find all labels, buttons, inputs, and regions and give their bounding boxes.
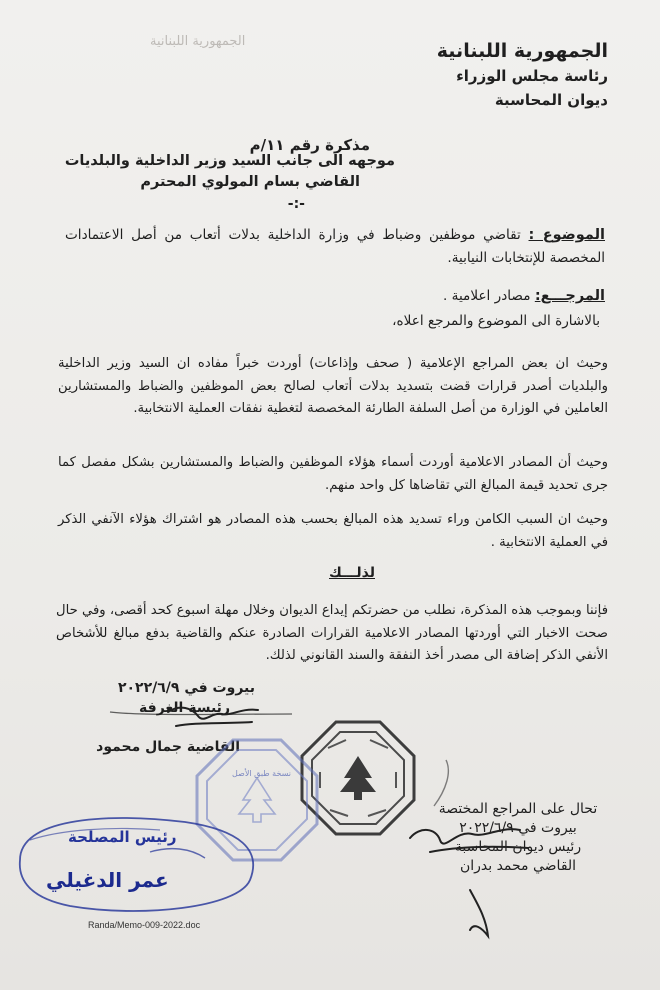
subject-label: الموضوع : — [528, 227, 605, 243]
cedar-icon — [340, 756, 376, 800]
referral-line1: تحال على المراجع المختصة — [438, 801, 598, 817]
memo-number: مذكرة رقم ١١/م — [249, 136, 370, 154]
footer-filename: Randa/Memo-009-2022.doc — [88, 920, 201, 930]
referral-line2: بيروت في ٢٠٢٢/٦/٩ — [459, 820, 577, 836]
referral-line4: القاضي محمد بدران — [459, 858, 577, 874]
reference-label: المرجـــع: — [534, 288, 605, 304]
court-black-seal — [302, 722, 414, 834]
paragraph-1: وحيث ان بعض المراجع الإعلامية ( صحف وإذاعات) أوردت خبراً مفاده ان السيد وزير الداخلية والبلديات أصدر قرارات قضت بتسديد بدلات أتعاب لصالح بعض الموظفين والضباط والمستشارين العاملين في الوزارة من أصل السلفة الطارئة المخصصة لتغطية نفقات العملية الانتخابية. — [58, 356, 608, 416]
header-republic: الجمهورية اللبنانية — [436, 40, 608, 62]
paragraph-4: فإننا وبموجب هذه المذكرة، نطلب من حضرتكم إيداع الديوان وخلال مهلة اسبوع كحد أقصى، وفي حال صحت الاخبار التي أوردتها المصادر الاعلامية القرارات الصادرة عنكم والقاضية بدفع مبالغ للأشخاص الأنفي الذكر إضافة الى مصدر أخذ النفقة والسند القانوني لذلك. — [56, 603, 608, 663]
chamber-president-signature — [168, 708, 258, 726]
paragraph-3: وحيث ان السبب الكامن وراء تسديد هذه المبالغ بحسب هذه المصادر هو اشتراك هؤلاء الآنفي الذكر في العملية الانتخابية . — [58, 512, 608, 550]
signature-title: رئيسة الغرفة — [139, 700, 230, 716]
header-court-of-audit: ديوان المحاسبة — [494, 91, 608, 109]
intro-line: بالاشارة الى الموضوع والمرجع اعلاه، — [392, 313, 600, 329]
paragraph-2: وحيث أن المصادر الاعلامية أوردت أسماء هؤلاء الموظفين والضباط والمستشارين بشكل مفصل كما جرى تحديد قيمة المبالغ التي تقاضاها كل واحد منهم. — [58, 455, 608, 493]
seal-copy-note: نسخة طبق الأصل — [232, 769, 291, 778]
subject-text: تقاضي موظفين وضباط في وزارة الداخلية بدلات أتعاب من أصل الاعتمادات المخصصة للإنتخابات النيابية. — [65, 227, 605, 266]
memo-separator: -:- — [287, 196, 305, 212]
blue-stamp-name: عمر الدغيلي — [46, 868, 169, 892]
cedar-icon-blue — [239, 778, 275, 822]
header-presidency: رئاسة مجلس الوزراء — [456, 67, 608, 85]
court-president-signature — [410, 829, 528, 852]
reference-text: مصادر اعلامية . — [443, 288, 531, 304]
memo-addressee-line2: القاضي بسام المولوي المحترم — [140, 174, 360, 190]
blue-stamp-title: رئيس المصلحة — [68, 828, 177, 846]
therefore-heading: لذلـــك — [329, 565, 375, 581]
memo-addressee-line1: موجهه الى جانب السيد وزير الداخلية والبلديات — [64, 153, 395, 169]
faint-header-bleed: الجمهورية اللبنانية — [150, 34, 246, 49]
signature-name: القاضية جمال محمود — [96, 739, 240, 755]
referral-line3: رئيس ديوان المحاسبة — [454, 839, 582, 855]
signature-date: بيروت في ٢٠٢٢/٦/٩ — [117, 680, 255, 696]
court-blue-seal — [197, 740, 317, 860]
